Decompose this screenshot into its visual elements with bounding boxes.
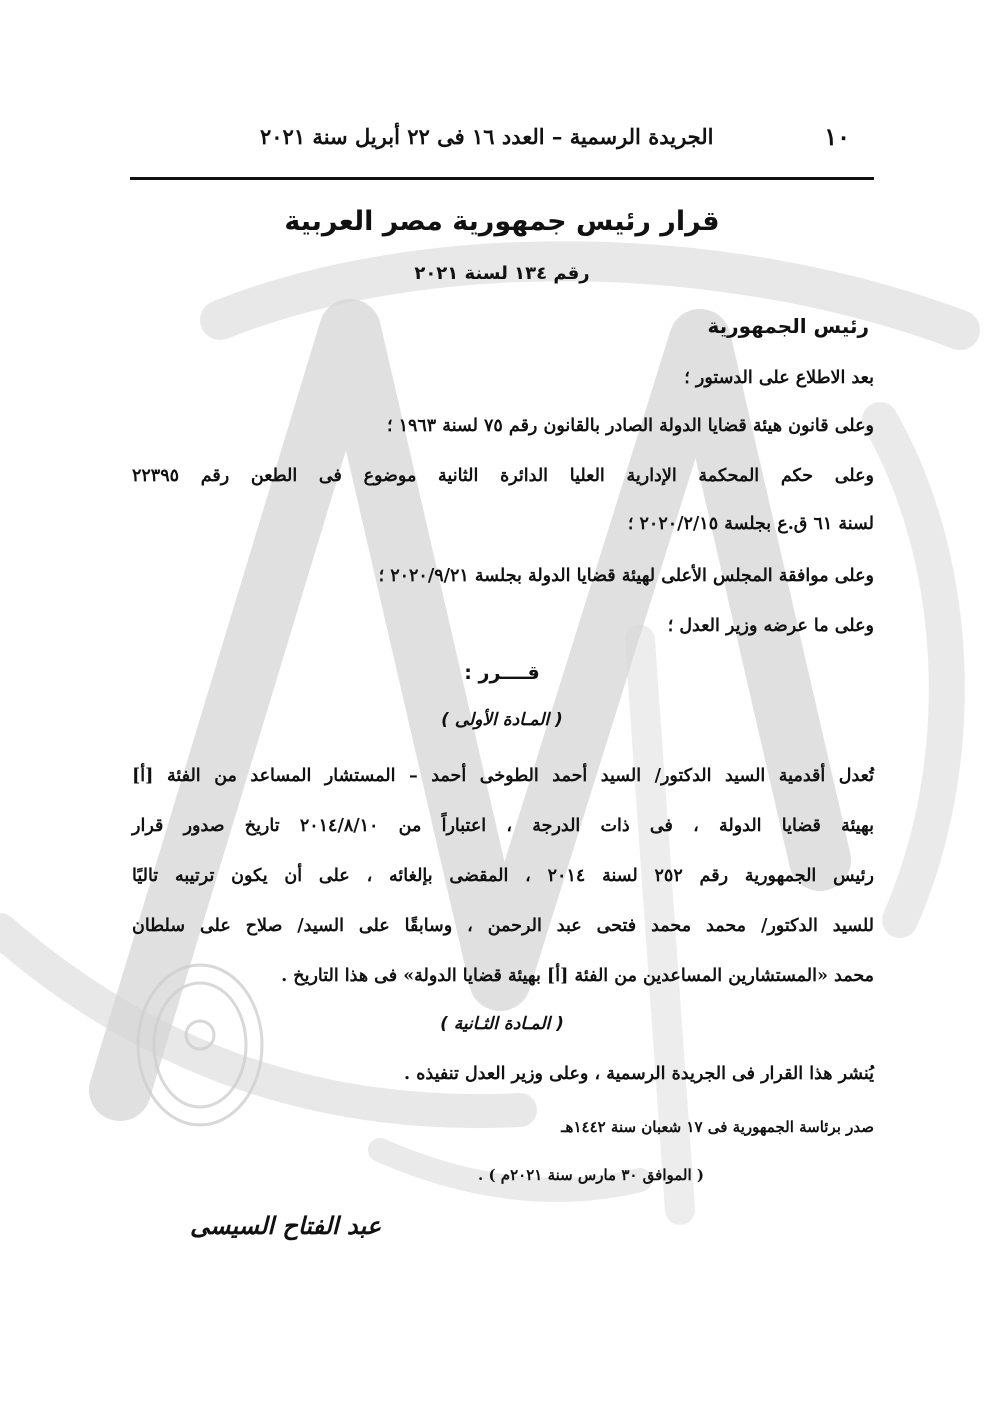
- article-1-line: للسيد الدكتور/ محمد محمد فتحى عبد الرحمن ، وسابقًا على السيد/ صلاح على سلطان: [132, 916, 874, 936]
- preamble-line: وعلى موافقة المجلس الأعلى لهيئة قضايا الدولة بجلسة ٢٠٢٠/٩/٢١ ؛: [378, 566, 874, 586]
- preamble-line: وعلى قانون هيئة قضايا الدولة الصادر بالقانون رقم ٧٥ لسنة ١٩٦٣ ؛: [386, 416, 874, 436]
- article-1-line: بهيئة قضايا الدولة ، فى ذات الدرجة ، اعتباراً من ٢٠١٤/٨/١٠ تاريخ صدور قرار: [132, 816, 874, 836]
- preamble-line: وعلى ما عرضه وزير العدل ؛: [667, 616, 874, 636]
- issuer-heading: رئيس الجمهورية: [707, 314, 869, 338]
- page-header: [132, 122, 850, 162]
- decree-title: قرار رئيس جمهورية مصر العربية: [284, 206, 720, 237]
- preamble-line: بعد الاطلاع على الدستور ؛: [684, 368, 874, 388]
- preamble-line: وعلى حكم المحكمة الإدارية العليا الدائرة الثانية موضوع فى الطعن رقم ٢٢٣٩٥: [132, 466, 874, 486]
- article-2-text: يُنشر هذا القرار فى الجريدة الرسمية ، وعلى وزير العدل تنفيذه .: [404, 1064, 874, 1084]
- article-1-line: رئيس الجمهورية رقم ٢٥٢ لسنة ٢٠١٤ ، المقضى بإلغائه ، على أن يكون ترتيبه تاليًا: [132, 866, 874, 886]
- header-divider: [130, 177, 874, 180]
- president-signature: عبد الفتاح السيسى: [190, 1212, 382, 1240]
- issued-date-hijri: صدر برئاسة الجمهورية فى ١٧ شعبان سنة ١٤٤٢هـ: [561, 1118, 874, 1136]
- decided-heading: قــــرر :: [464, 662, 540, 684]
- article-1-line: تُعدل أقدمية السيد الدكتور/ السيد أحمد الطوخى أحمد – المستشار المساعد من الفئة [أ]: [132, 766, 874, 786]
- article-2-heading: ( المـادة الثـانية ): [440, 1014, 564, 1034]
- page-number: ١٠: [824, 122, 850, 151]
- gazette-issue-title: الجريدة الرسمية – العدد ١٦ فى ٢٢ أبريل سنة ٢٠٢١: [260, 124, 714, 149]
- article-1-heading: ( المـادة الأولى ): [441, 710, 563, 730]
- article-1-line: محمد «المستشارين المساعدين من الفئة [أ] بهيئة قضايا الدولة» فى هذا التاريخ .: [281, 966, 874, 986]
- issued-date-gregorian: ( الموافق ٣٠ مارس سنة ٢٠٢١م ) .: [478, 1166, 704, 1184]
- preamble-line: لسنة ٦١ ق.ع بجلسة ٢٠٢٠/٢/١٥ ؛: [627, 514, 874, 534]
- decree-number: رقم ١٣٤ لسنة ٢٠٢١: [414, 263, 590, 284]
